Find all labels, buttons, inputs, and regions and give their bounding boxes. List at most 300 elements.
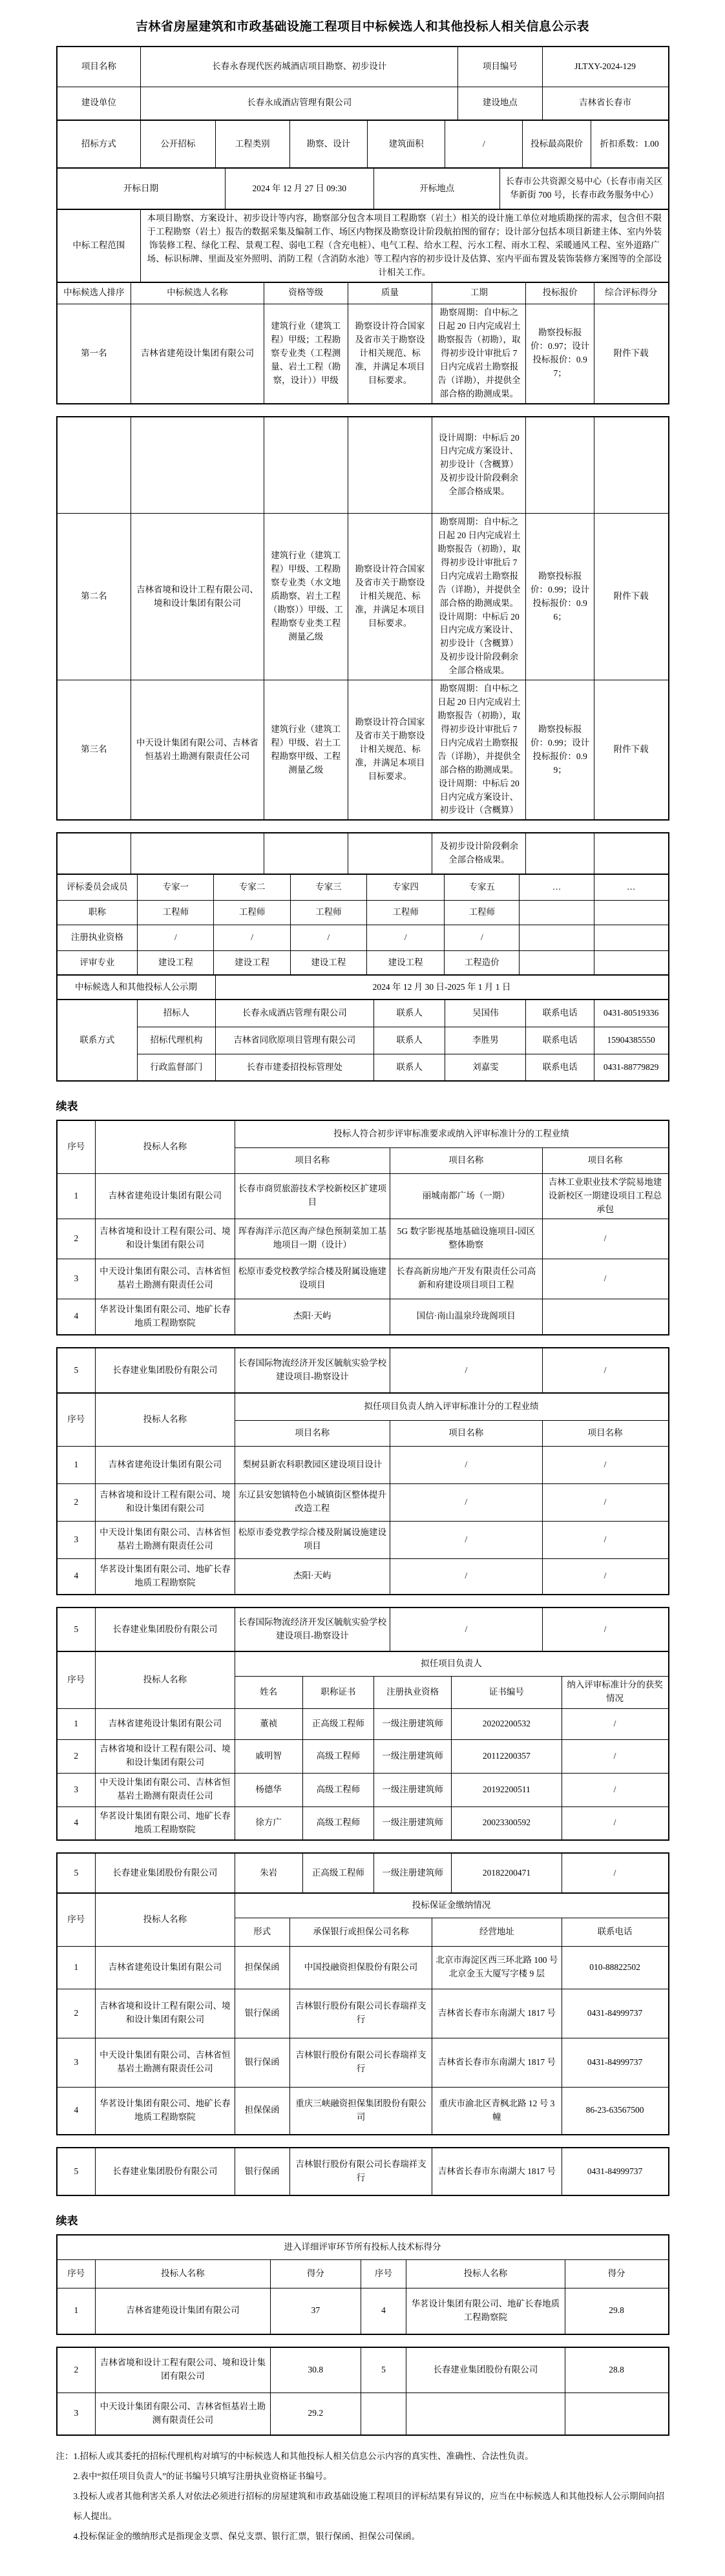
table-cell: 长春建业集团股份有限公司 xyxy=(96,1853,235,1893)
table-row xyxy=(57,209,669,282)
table-cell: 招标方式 xyxy=(57,120,141,168)
table-cell: 投标人名称 xyxy=(96,1393,235,1446)
table-cell: 序号 xyxy=(57,1893,96,1946)
table-row xyxy=(57,2038,669,2087)
table-cell: 吉林省建苑设计集团有限公司 xyxy=(96,1708,235,1739)
notes xyxy=(56,2446,669,2546)
table-row xyxy=(57,1739,669,1773)
table-cell: 吉林省境和设计工程有限公司、境和设计集团有限公司 xyxy=(96,1989,235,2038)
table-cell: 华茗设计集团有限公司、地矿长春地质工程勘察院 xyxy=(96,1806,235,1840)
table-cell: 评审专业 xyxy=(57,950,138,975)
table-cell: 松原市委党教学综合楼及附属设施建设项目 xyxy=(235,1521,390,1558)
bid-bond-row5-block xyxy=(56,2147,669,2196)
table-cell: 综合评标得分 xyxy=(594,282,668,304)
leader-achievements-row5-table xyxy=(56,1607,669,1652)
table-cell: 2024 年 12 月 27 日 09:30 xyxy=(225,168,373,209)
table-cell xyxy=(594,950,668,975)
table-row xyxy=(57,1348,669,1393)
table-cell: 吉林省长春市东南湖大 1817 号 xyxy=(432,1989,562,2038)
table-row xyxy=(57,1708,669,1739)
table-cell: 3 xyxy=(57,2393,96,2435)
table-cell: 中国投融资担保股份有限公司 xyxy=(289,1946,432,1989)
leader-achievements-table xyxy=(56,1392,669,1595)
table-cell: 勘察、设计 xyxy=(289,120,367,168)
table-cell: 李胜男 xyxy=(445,1027,526,1054)
table-cell: 吉林省境和设计工程有限公司、境和设计集团有限公司 xyxy=(96,1219,235,1259)
table-cell: 担保保函 xyxy=(235,1946,289,1989)
table-row xyxy=(57,925,669,950)
table-cell: 杰阳·天屿 xyxy=(235,1558,390,1595)
table-cell: 建设地点 xyxy=(458,87,542,120)
continuation-label-2: 续表 xyxy=(56,2215,78,2228)
table-cell: 29.8 xyxy=(565,2288,668,2334)
table-row xyxy=(57,87,669,120)
table-cell: 2 xyxy=(57,1219,96,1259)
table-cell: 纳入评审标准计分的获奖情况 xyxy=(562,1676,668,1708)
table-cell: 联系人 xyxy=(374,1027,445,1054)
table-row xyxy=(57,2148,669,2195)
table-cell xyxy=(406,2393,565,2435)
table-cell: / xyxy=(562,1708,668,1739)
main-table-section xyxy=(56,46,669,1082)
table-cell: 形式 xyxy=(235,1918,289,1946)
table-cell: / xyxy=(542,1483,668,1521)
table-cell: 5 xyxy=(57,1607,96,1651)
table-cell xyxy=(542,1299,668,1335)
table-cell: / xyxy=(562,1773,668,1806)
table-cell xyxy=(526,417,594,514)
table-row xyxy=(57,1393,669,1420)
table-cell: 徐方广 xyxy=(235,1806,302,1840)
table-cell: 专家一 xyxy=(138,874,214,900)
table-row xyxy=(57,1558,669,1595)
table-row xyxy=(57,2288,669,2334)
table-row xyxy=(57,680,669,821)
table-cell: 20112200357 xyxy=(452,1739,562,1773)
table-row xyxy=(57,1946,669,1989)
table-cell xyxy=(264,833,348,874)
table-cell: 1 xyxy=(57,1173,96,1219)
table-cell: 86-23-63567500 xyxy=(562,2087,668,2135)
candidates-table-2 xyxy=(56,416,669,821)
table-cell: 工程类别 xyxy=(215,120,289,168)
table-cell: 4 xyxy=(57,1299,96,1335)
note-line: 4.投标保证金的缴纳形式是指现金支票、保兑支票、银行汇票，银行保函、担保公司保函。 xyxy=(73,2531,421,2542)
table-cell: 联系电话 xyxy=(562,1918,668,1946)
table-cell: 华茗设计集团有限公司、地矿长春地质工程勘察院 xyxy=(96,1558,235,1595)
table-row xyxy=(57,1806,669,1840)
table-cell: 及初步设计阶段剩余全部合格成果。 xyxy=(432,833,526,874)
table-cell xyxy=(594,417,668,514)
table-cell: 投标人名称 xyxy=(96,1651,235,1708)
table-cell: 长春国际物流经济开发区毓航实验学校建设项目-勘察设计 xyxy=(235,1607,390,1651)
table-cell: 28.8 xyxy=(565,2347,668,2393)
table-row xyxy=(57,1853,669,1893)
table-cell: 联系电话 xyxy=(526,1027,594,1054)
table-cell: / xyxy=(445,120,523,168)
table-cell: 国信·南山温泉玲珑阁项目 xyxy=(390,1299,542,1335)
table-cell: 本项目勘察、方案设计、初步设计等内容，勘察部分包含本项目工程勘察（岩土）相关的设计施工单位对地质勘探的需求，包含但不限于工程勘察（岩土）报告的数据采集及编制工作、场区内物探及勘察设计阶段航拍图的留存；设计部分包括本项目新建主体、室内外装饰装修工程、绿化工程、景观工程、弱电工程（含充电桩）、电气工程、给水工程、污水工程、雨水工程、采暖通风工程、室外道路广场、标识标牌、里面及室外照明、消防工程（含消防水池）等工程内容的初步设计及估算、室内平面布置及装饰装修方案图等的全部设计相关工作。 xyxy=(141,209,669,282)
table-cell: 4 xyxy=(361,2288,406,2334)
technical-scores-table xyxy=(56,2234,669,2335)
table-cell: 专家四 xyxy=(366,874,444,900)
table-cell: 重庆市渝北区青枫北路 12 号 3 幢 xyxy=(432,2087,562,2135)
table-cell: 吉林银行股份有限公司长春瑞祥支行 xyxy=(289,2148,432,2195)
bid-bond-table xyxy=(56,1892,669,2135)
table-row xyxy=(57,1893,669,1918)
table-cell: 4 xyxy=(57,2087,96,2135)
table-cell: 一级注册建筑师 xyxy=(373,1806,451,1840)
table-cell: 项目名称 xyxy=(542,1420,668,1446)
table-cell xyxy=(594,925,668,950)
table-cell: 投标人名称 xyxy=(406,2259,565,2288)
table-cell: 勘察设计符合国家及省市关于勘察设计相关规范、标准，并满足本项目目标要求。 xyxy=(348,304,432,404)
table-cell: 第一名 xyxy=(57,304,131,404)
table-cell: 2 xyxy=(57,1989,96,2038)
table-cell: 吉林省境和设计工程有限公司、境和设计集团有限公司 xyxy=(131,514,264,680)
bid-method-table xyxy=(56,120,669,169)
table-cell: 中标候选人排序 xyxy=(57,282,131,304)
bidder-achievements-table xyxy=(56,1120,669,1335)
technical-scores-table-2 xyxy=(56,2347,669,2436)
table-cell: 37 xyxy=(270,2288,361,2334)
table-row xyxy=(57,1989,669,2038)
table-cell: 一级注册建筑师 xyxy=(373,1739,451,1773)
table-cell xyxy=(520,950,594,975)
table-row xyxy=(57,2259,669,2288)
table-cell: 建设工程 xyxy=(290,950,366,975)
table-row xyxy=(57,304,669,404)
table-row xyxy=(57,1027,669,1054)
table-cell: 项目名称 xyxy=(390,1147,542,1173)
table-row xyxy=(57,2235,669,2259)
bidder-achievements-row5-table xyxy=(56,1347,669,1394)
table-cell: 专家五 xyxy=(445,874,520,900)
table-cell: 吉林省建苑设计集团有限公司 xyxy=(96,1946,235,1989)
table-cell: 2 xyxy=(57,1483,96,1521)
table-cell: 3 xyxy=(57,2038,96,2087)
table-cell: 5 xyxy=(57,1348,96,1393)
table-cell: 0431-80519336 xyxy=(594,1000,668,1027)
table-cell: / xyxy=(390,1446,542,1483)
table-cell: 证书编号 xyxy=(452,1676,562,1708)
table-cell: 注册执业资格 xyxy=(57,925,138,950)
table-cell: 建筑面积 xyxy=(367,120,445,168)
table-cell: 4 xyxy=(57,1558,96,1595)
table-cell xyxy=(594,833,668,874)
table-cell: 建设单位 xyxy=(57,87,141,120)
table-cell: 投标人名称 xyxy=(96,1893,235,1946)
table-cell: 工程造价 xyxy=(445,950,520,975)
table-row xyxy=(57,1259,669,1299)
table-cell: 5G 数字影视基地基础设施项目-园区整体勘察 xyxy=(390,1219,542,1259)
table-cell xyxy=(57,417,131,514)
table-cell: / xyxy=(390,1558,542,1595)
bidder-achievements-block xyxy=(56,1120,669,1335)
table-cell: 2 xyxy=(57,2347,96,2393)
table-cell: 吉林银行股份有限公司长春瑞祥支行 xyxy=(289,2038,432,2087)
table-row xyxy=(57,1521,669,1558)
table-cell xyxy=(520,925,594,950)
note-line: 注：1.招标人或其委托的招标代理机构对填写的中标候选人和其他投标人相关信息公示内容的真实性、准确性、合法性负责。 xyxy=(56,2451,534,2462)
table-cell: 长春建业集团股份有限公司 xyxy=(406,2347,565,2393)
table-cell: 工程师 xyxy=(366,900,444,925)
table-cell: 高级工程师 xyxy=(302,1773,373,1806)
table-cell: 吉林省长春市东南湖大 1817 号 xyxy=(432,2038,562,2087)
attachment-download-link[interactable]: 附件下载 xyxy=(594,680,668,821)
table-row xyxy=(57,1219,669,1259)
table-cell: 中天设计集团有限公司、吉林省恒基岩土勘测有限责任公司 xyxy=(96,2393,271,2435)
table-cell: / xyxy=(542,1348,668,1393)
table-cell: 吉林省建苑设计集团有限公司 xyxy=(96,1173,235,1219)
table-cell: 投标报价 xyxy=(526,282,594,304)
table-row xyxy=(57,1054,669,1081)
table-cell: 工程师 xyxy=(445,900,520,925)
table-cell: 项目名称 xyxy=(235,1420,390,1446)
table-cell: / xyxy=(562,1806,668,1840)
table-row xyxy=(57,1651,669,1676)
table-cell: 长春建业集团股份有限公司 xyxy=(96,1348,235,1393)
table-cell: 杰阳·天屿 xyxy=(235,1299,390,1335)
table-cell: 20023300592 xyxy=(452,1806,562,1840)
continuation-section-2 xyxy=(56,2234,669,2436)
table-cell: 吉林省境和设计工程有限公司、境和设计集团有限公司 xyxy=(96,2347,271,2393)
table-cell: 资格等级 xyxy=(264,282,348,304)
table-cell: 松原市委党校教学综合楼及附属设施建设项目 xyxy=(235,1259,390,1299)
table-cell: 吉林省境和设计工程有限公司、境和设计集团有限公司 xyxy=(96,1483,235,1521)
attachment-download-link[interactable]: 附件下载 xyxy=(594,304,668,404)
table-cell: 29.2 xyxy=(270,2393,361,2435)
table-cell: 5 xyxy=(361,2347,406,2393)
table-cell: 开标地点 xyxy=(374,168,500,209)
table-row xyxy=(57,1120,669,1147)
table-cell: 银行保函 xyxy=(235,1989,289,2038)
table-row xyxy=(57,2347,669,2393)
table-row xyxy=(57,1299,669,1335)
table-cell: 010-88822502 xyxy=(562,1946,668,1989)
table-row xyxy=(57,2087,669,2135)
table-cell: 1 xyxy=(57,1446,96,1483)
table-cell: 华茗设计集团有限公司、地矿长春地质工程勘察院 xyxy=(96,1299,235,1335)
candidates-continue-block xyxy=(56,416,669,821)
project-leaders-table xyxy=(56,1651,669,1841)
table-cell: 第二名 xyxy=(57,514,131,680)
table-row xyxy=(57,1483,669,1521)
continuation-label-1: 续表 xyxy=(56,1100,78,1113)
technical-scores-block xyxy=(56,2234,669,2335)
table-cell: 项目名称 xyxy=(390,1420,542,1446)
table-cell xyxy=(131,417,264,514)
table-cell xyxy=(131,833,264,874)
table-cell: 设计周期：中标后 20 日内完成方案设计、初步设计（含概算）及初步设计阶段剩余全部合格成果。 xyxy=(432,417,526,514)
table-cell: 投标最高限价 xyxy=(523,120,591,168)
table-cell: 勘察周期：自中标之日起 20 日内完成岩土勘察报告（初勘），取得初步设计审批后 7 日内完成岩土勘察报告（详勘），并提供全部合格的勘测成果。设计周期：中标后 20 日内完成方案设计、初步设计（含概算）及初步设计阶段剩余全部合格成果。 xyxy=(432,514,526,680)
table-cell: 建筑行业（建筑工程）甲级、岩土工程勘察甲级、工程测量乙级 xyxy=(264,680,348,821)
table-cell: / xyxy=(542,1219,668,1259)
table-cell: 长春永成酒店管理有限公司 xyxy=(141,87,458,120)
table-row xyxy=(57,975,669,1000)
table-cell: 勘察投标报价：0.99；设计投标报价：0.96； xyxy=(526,514,594,680)
table-cell: 正高级工程师 xyxy=(302,1708,373,1739)
table-cell: 长春高新房地产开发有限责任公司高新和府建设项目项目工程 xyxy=(390,1259,542,1299)
table-cell xyxy=(520,900,594,925)
table-row xyxy=(57,2393,669,2435)
table-cell: 评标委员会成员 xyxy=(57,874,138,900)
table-cell: 中标工程范围 xyxy=(57,209,141,282)
continuation-section-1 xyxy=(56,1120,669,2196)
table-cell xyxy=(565,2393,668,2435)
table-cell: 联系电话 xyxy=(526,1000,594,1027)
table-cell: 质量 xyxy=(348,282,432,304)
table-cell: 长春市公共资源交易中心（长春市南关区华新街 700 号，长春市政务服务中心） xyxy=(500,168,669,209)
table-cell: 项目名称 xyxy=(542,1147,668,1173)
table-row xyxy=(57,514,669,680)
table-cell: 1 xyxy=(57,1708,96,1739)
table-cell: 建筑行业（建筑工程）甲级；工程勘察专业类（工程测量、岩土工程（勘察，设计））甲级 xyxy=(264,304,348,404)
table-cell: 20192200511 xyxy=(452,1773,562,1806)
project-info-table xyxy=(56,46,669,121)
table-cell: 进入详细评审环节所有投标人技术标得分 xyxy=(57,2235,669,2259)
note-line: 2.表中“拟任项目负责人”的证书编号只填写注册执业资格证书编号。 xyxy=(73,2471,332,2482)
table-cell: 3 xyxy=(57,1259,96,1299)
table-cell: 2024 年 12 月 30 日-2025 年 1 月 1 日 xyxy=(215,975,668,1000)
table-cell: 拟任项目负责人 xyxy=(235,1651,668,1676)
table-cell: 项目名称 xyxy=(235,1147,390,1173)
table-row xyxy=(57,168,669,209)
table-cell: 珲春海洋示范区海产绿色预制菜加工基地项目一期（设计） xyxy=(235,1219,390,1259)
publicity-period-table xyxy=(56,974,669,1000)
table-cell: 吉林省同欣原项目管理有限公司 xyxy=(215,1027,374,1054)
table-cell: 投标人符合初步评审标准要求或纳入评审标准计分的工程业绩 xyxy=(235,1120,668,1147)
table-cell: 经营地址 xyxy=(432,1918,562,1946)
table-cell: 中标候选人和其他投标人公示期 xyxy=(57,975,216,1000)
table-cell: 吉林省建苑设计集团有限公司 xyxy=(96,1446,235,1483)
table-row xyxy=(57,833,669,874)
table-cell: 序号 xyxy=(57,1393,96,1446)
table-cell: 行政监督部门 xyxy=(138,1054,215,1081)
table-cell: 中天设计集团有限公司、吉林省恒基岩土勘测有限责任公司 xyxy=(131,680,264,821)
table-cell: / xyxy=(542,1607,668,1651)
table-cell: 职称 xyxy=(57,900,138,925)
table-cell: 0431-84999737 xyxy=(562,2148,668,2195)
table-cell xyxy=(348,417,432,514)
table-cell: 戚明智 xyxy=(235,1739,302,1773)
table-cell: 梨树县新农科职教园区建设项目设计 xyxy=(235,1446,390,1483)
table-cell: / xyxy=(562,1739,668,1773)
table-cell: 建设工程 xyxy=(366,950,444,975)
table-row xyxy=(57,1173,669,1219)
table-cell xyxy=(348,833,432,874)
table-cell: 投标人名称 xyxy=(96,1120,235,1173)
table-cell: / xyxy=(542,1446,668,1483)
table-cell: / xyxy=(390,1521,542,1558)
table-cell: 0431-84999737 xyxy=(562,1989,668,2038)
table-cell: 高级工程师 xyxy=(302,1806,373,1840)
table-cell: 中标候选人名称 xyxy=(131,282,264,304)
table-cell: 建设工程 xyxy=(214,950,290,975)
table-cell: 2 xyxy=(57,1739,96,1773)
table-cell: 银行保函 xyxy=(235,2038,289,2087)
table-row xyxy=(57,1446,669,1483)
leader-achievements-block xyxy=(56,1347,669,1595)
table-cell: 工程师 xyxy=(214,900,290,925)
table-cell: 建筑行业（建筑工程）甲级、工程勘察专业类（水文地质勘察、岩土工程（勘察））甲级、工程勘察专业类工程测量乙级 xyxy=(264,514,348,680)
table-row xyxy=(57,1607,669,1651)
table-cell: / xyxy=(214,925,290,950)
table-cell: 序号 xyxy=(57,2259,96,2288)
table-cell: 一级注册建筑师 xyxy=(373,1708,451,1739)
candidates-table xyxy=(56,282,669,404)
attachment-download-link[interactable]: 附件下载 xyxy=(594,514,668,680)
table-cell: 吉林工业职业技术学院易地建设新校区一期建设项目工程总承包 xyxy=(542,1173,668,1219)
table-cell: 公开招标 xyxy=(141,120,215,168)
project-leaders-row5-table xyxy=(56,1852,669,1894)
table-cell: 3 xyxy=(57,1773,96,1806)
table-cell: 15904385550 xyxy=(594,1027,668,1054)
table-cell: 投标保证金缴纳情况 xyxy=(235,1893,668,1918)
table-cell: 开标日期 xyxy=(57,168,226,209)
table-cell: 3 xyxy=(57,1521,96,1558)
bid-bond-row5-table xyxy=(56,2147,669,2196)
table-cell: 折扣系数：1.00 xyxy=(591,120,668,168)
table-row xyxy=(57,900,669,925)
table-cell xyxy=(264,417,348,514)
note-line: 3.投标人或者其他利害关系人对依法必须进行招标的房屋建筑和市政基础设施工程项目的评标结果有异议的，应当在中标候选人和其他投标人公示期间向招标人提出。 xyxy=(73,2491,665,2522)
table-cell: 中天设计集团有限公司、吉林省恒基岩土勘测有限责任公司 xyxy=(96,1259,235,1299)
table-cell: 长春永春现代医药城酒店项目勘察、初步设计 xyxy=(141,47,458,87)
table-row xyxy=(57,1773,669,1806)
table-cell: / xyxy=(138,925,214,950)
table-row xyxy=(57,1000,669,1027)
bid-opening-table xyxy=(56,167,669,210)
table-cell: 华茗设计集团有限公司、地矿长春地质工程勘察院 xyxy=(96,2087,235,2135)
table-cell: … xyxy=(594,874,668,900)
table-row xyxy=(57,282,669,304)
table-cell: 一级注册建筑师 xyxy=(374,1853,452,1893)
table-cell: 一级注册建筑师 xyxy=(373,1773,451,1806)
table-cell: 联系人 xyxy=(374,1000,445,1027)
table-cell: 勘察投标报价：0.99；设计投标报价：0.99； xyxy=(526,680,594,821)
table-cell: 5 xyxy=(57,2148,96,2195)
table-cell: 序号 xyxy=(57,1120,96,1173)
table-cell: 长春建业集团股份有限公司 xyxy=(96,1607,235,1651)
table-cell: 长春市商贸旅游技术学校新校区扩建项目 xyxy=(235,1173,390,1219)
table-cell: / xyxy=(390,1483,542,1521)
table-cell: 东辽县安恕镇特色小城镇街区整体提升改造工程 xyxy=(235,1483,390,1521)
table-cell: 长春永成酒店管理有限公司 xyxy=(215,1000,374,1027)
table-row xyxy=(57,47,669,87)
table-cell: 中天设计集团有限公司、吉林省恒基岩土勘测有限责任公司 xyxy=(96,1773,235,1806)
table-cell: 专家三 xyxy=(290,874,366,900)
project-leaders-block xyxy=(56,1607,669,1841)
table-cell: / xyxy=(445,925,520,950)
table-cell: 朱岩 xyxy=(235,1853,302,1893)
table-cell: 吉林省境和设计工程有限公司、境和设计集团有限公司 xyxy=(96,1739,235,1773)
table-cell: 吉林省建苑设计集团有限公司 xyxy=(96,2288,271,2334)
table-cell: 工程师 xyxy=(138,900,214,925)
table-cell: 吴国伟 xyxy=(445,1000,526,1027)
table-cell xyxy=(361,2393,406,2435)
table-cell: 华茗设计集团有限公司、地矿长春地质工程勘察院 xyxy=(406,2288,565,2334)
table-cell: 得分 xyxy=(565,2259,668,2288)
table-cell: 勘察周期：自中标之日起 20 日内完成岩土勘察报告（初勘），取得初步设计审批后 7 日内完成岩土勘察报告（详勘），并提供全部合格的勘测成果。设计周期：中标后 20 日内完成方案设计、初步设计（含概算） xyxy=(432,680,526,821)
table-cell: 工程师 xyxy=(290,900,366,925)
table-cell: 长春国际物流经济开发区毓航实验学校建设项目-勘察设计 xyxy=(235,1348,390,1393)
table-cell: 第三名 xyxy=(57,680,131,821)
project-info-block xyxy=(56,46,669,404)
table-cell: / xyxy=(390,1348,542,1393)
technical-scores-block-2 xyxy=(56,2347,669,2436)
